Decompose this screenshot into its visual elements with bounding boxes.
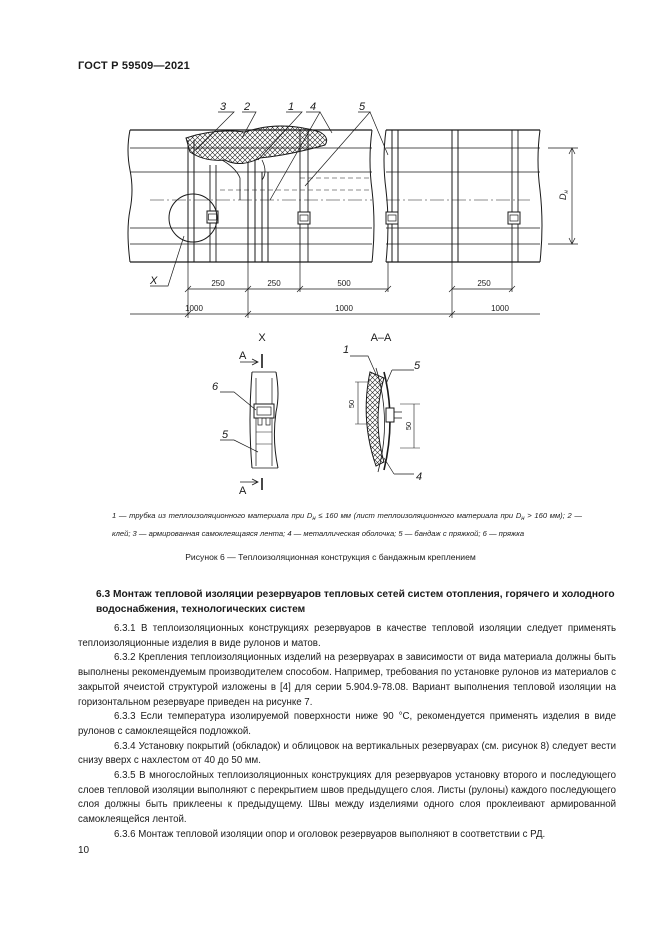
- section-title: 6.3 Монтаж тепловой изоляции резервуаров тепловых сетей систем отопления, горячего и холодного водоснабжения, технологических систем: [96, 589, 615, 615]
- figure-caption: Рисунок 6 — Теплоизоляционная конструкция с бандажным креплением: [185, 552, 476, 562]
- legend-part-3: > 160 мм); 2 — клей; 3 — армированная самоклеящаяся лента; 4 — металлическая оболочка; 5 — бандаж с пряжкой; 6 — пряжка: [112, 511, 583, 538]
- callout-4: 4: [310, 101, 317, 113]
- document-header: ГОСТ Р 59509—2021: [78, 60, 190, 72]
- legend-part-1: 1 — трубка из теплоизоляционного материала при: [112, 511, 307, 520]
- detail-x-title: X: [258, 332, 266, 344]
- paragraph-6-3-1: 6.3.1 В теплоизоляционных конструкциях резервуаров в качестве тепловой изоляции следует применять теплоизоляционные изделия в виде рулонов и матов.: [78, 623, 616, 649]
- paragraph-6-3-4: 6.3.4 Установку покрытий (обкладок) и облицовок на вертикальных резервуарах (см. рисунок 8) следует вести снизу вверх с нахлестом от 40 до 50 мм.: [78, 740, 616, 767]
- page-number: 10: [78, 845, 90, 856]
- dim-250-b: 250: [267, 279, 281, 288]
- detail-x-view: [220, 354, 278, 490]
- detail-x-marker: X: [150, 275, 158, 287]
- paragraph-6-3-6: 6.3.6 Монтаж тепловой изоляции опор и оголовок резервуаров выполняют в соответствии с РД.: [114, 828, 546, 840]
- callout-2: 2: [244, 101, 251, 113]
- section-body: [78, 622, 616, 843]
- section-aa-title: А–А: [370, 332, 392, 344]
- paragraph-6-3-2: 6.3.2 Крепления теплоизоляционных изделий на резервуарах в зависимости от вида материала должны быть выполнены рекомендуемым производителем способом. Например, требования по установке рулонов из материалов с закрытой ячеистой структурой изложены в [4] для серии 5.904.9-78.08. Вариант выполнения тепловой изоляции на горизонтальном резервуаре приведен на рисунке 7.: [78, 652, 616, 708]
- legend-part-2: ≤ 160 мм (лист теплоизоляционного материала при: [315, 511, 516, 520]
- callout-3: 3: [220, 101, 227, 113]
- dim-50-right: 50: [404, 421, 413, 431]
- detail-callout-6: 6: [212, 381, 219, 393]
- dim-250-c: 250: [477, 279, 491, 288]
- callout-5: 5: [359, 101, 366, 113]
- figure-legend: [112, 509, 582, 541]
- cut-a-top: А: [239, 350, 247, 362]
- paragraph-6-3-3: 6.3.3 Если температура изолируемой поверхности ниже 90 °C, рекомендуется применять изделия в виде рулонов с самоклеящейся подложкой.: [78, 711, 616, 737]
- legend-dn-2: $D_н$: [515, 511, 525, 522]
- dim-1000-b: 1000: [335, 304, 353, 313]
- paragraph-6-3-5: 6.3.5 В многослойных теплоизоляционных конструкциях для резервуаров установку второго и последующего слоев тепловой изоляции выполняют с перекрытием швов предыдущего слоя. Листы (рулоны) каждого последующего слоя должны быть приклеены к предыдущему. Швы между изделиями одного слоя проклеивают армированной самоклеящейся лентой.: [78, 770, 616, 826]
- dim-50-left: 50: [347, 399, 356, 409]
- section-callout-5: 5: [414, 360, 421, 372]
- dimension-values: [185, 279, 509, 313]
- detail-callout-5: 5: [222, 429, 229, 441]
- legend-dn-1: $D_н$: [306, 511, 316, 522]
- dim-1000-a: 1000: [185, 304, 203, 313]
- callout-1: 1: [288, 101, 295, 113]
- section-callout-4: 4: [416, 471, 423, 483]
- dim-500: 500: [337, 279, 351, 288]
- dim-250-a: 250: [211, 279, 225, 288]
- dim-1000-c: 1000: [491, 304, 509, 313]
- pipe-elevation: [128, 126, 542, 262]
- diameter-label: $D_н$: [558, 190, 570, 200]
- section-callout-1: 1: [343, 344, 350, 356]
- cut-a-bottom: А: [239, 485, 247, 497]
- section-aa-view: [350, 356, 420, 474]
